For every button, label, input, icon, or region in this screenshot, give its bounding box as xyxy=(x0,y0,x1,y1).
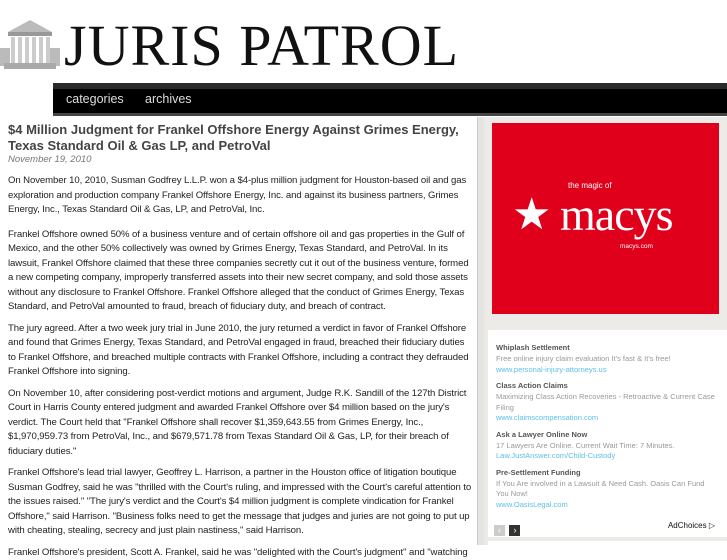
adchoices-link[interactable]: AdChoices ▷ xyxy=(668,521,715,531)
ad-item[interactable] xyxy=(496,380,719,424)
site-title[interactable]: JURIS PATROL xyxy=(64,16,459,76)
header xyxy=(0,0,727,83)
macys-banner-ad[interactable] xyxy=(492,123,719,314)
ad-item[interactable] xyxy=(496,467,719,511)
paragraph: On November 10, 2010, Susman Godfrey L.L.P. won a $4-plus million judgment for Houston-based oil and gas exploration and production company Frankel Offshore Energy, Inc. and against its business partners, Grimes Energy, Inc., Texas Standard Oil & Gas, LP, and PetroVal, Inc. xyxy=(8,174,473,218)
article-date: November 19, 2010 xyxy=(8,154,473,166)
banner-url: macys.com xyxy=(620,243,653,251)
courthouse-logo-icon xyxy=(0,18,60,72)
star-icon: ★ xyxy=(512,191,551,239)
ad-url[interactable]: www.OasisLegal.com xyxy=(496,500,719,511)
ad-title[interactable]: Ask a Lawyer Online Now xyxy=(496,429,719,441)
prev-ad-button[interactable]: ‹ xyxy=(494,525,505,536)
paragraph: On November 10, after considering post-verdict motions and argument, Judge R.K. Sandill of the 127th District Court in Harris County entered judgment and awarded Frankel Offshore over $4 million based on the jury's verdict. The Court held that "Frankel Offshore shall recover $1,359,643.55 from Grimes Energy, Inc., $1,970,959.73 from PetroVal, Inc., and $679,571.78 from Texas Standard Oil & Gas, LP, for their breach of fiduciary duties." xyxy=(8,387,473,460)
paragraph: Frankel Offshore's president, Scott A. Frankel, said he was "delighted with the Court's judgment" and "watching xyxy=(8,546,473,560)
banner-tagline: the magic of xyxy=(568,181,612,191)
home-tab[interactable] xyxy=(0,83,53,119)
nav-categories[interactable]: categories xyxy=(66,92,124,106)
banner-brand: macys xyxy=(560,191,673,239)
ad-desc: Maximizing Class Action Recoveries - Retroactive & Current Case Filing xyxy=(496,392,719,413)
ad-title[interactable]: Pre-Settlement Funding xyxy=(496,467,719,479)
ad-pager xyxy=(494,520,520,538)
ad-title[interactable]: Class Action Claims xyxy=(496,380,719,392)
nav-bar xyxy=(0,83,727,116)
paragraph: Frankel Offshore's lead trial lawyer, Geoffrey L. Harrison, a partner in the Houston office of litigation boutique Susman Godfrey, said he was "thrilled with the Court's ruling, and impressed with the Court's careful attention to the issues raised." "The jury's verdict and the Court's $4 million judgment is complete vindication for Frankel Offshore," said Harrison. "Business folks need to get the message that judges and juries are not going to put up with cheating, stealing, secrecy and just plain nastiness," said Harrison. xyxy=(8,466,473,539)
ad-url[interactable]: www.claimscompensation.com xyxy=(496,413,719,424)
sidebar xyxy=(484,117,727,545)
ad-url[interactable]: www.personal-injury-attorneys.us xyxy=(496,365,719,376)
next-ad-button[interactable]: › xyxy=(509,525,520,536)
ad-item[interactable] xyxy=(496,429,719,462)
nav-archives[interactable]: archives xyxy=(145,92,192,106)
ad-title[interactable]: Whiplash Settlement xyxy=(496,342,719,354)
paragraph: The jury agreed. After a two week jury trial in June 2010, the jury returned a verdict in favor of Frankel Offshore and found that Grimes Energy, Texas Standard, and PetroVal engaged in fraud, breached their fiduciary duties to Frankel Offshore, and breached multiple contracts with Frankel Offshore, including a contract they defrauded Frankel Offshore into signing. xyxy=(8,322,473,380)
scrollbar-divider xyxy=(477,117,484,545)
ad-url[interactable]: Law.JustAnswer.com/Child-Custody xyxy=(496,451,719,462)
ad-desc: If You Are involved in a Lawsuit & Need Cash. Oasis Can Fund You Now! xyxy=(496,479,719,500)
sidebar-next-widget xyxy=(488,541,727,545)
ad-item[interactable] xyxy=(496,342,719,375)
paragraph: Frankel Offshore owned 50% of a business venture and of certain offshore oil and gas properties in the Gulf of Mexico, and the other 50% collectively was owned by Grimes Energy, Texas Standard, and PetroVal. In its lawsuit, Frankel Offshore claimed that these three companies secretly cut it out of the business venture, formed a new competing company, improperly transferred assets into their new secret company, and sold those assets without any disclosure to Frankel Offshore. Frankel Offshore alleged that the conduct of Grimes Energy, Texas Standard, and PetroVal amounted to fraud, breach of fiduciary duty, and breach of contract. xyxy=(8,228,473,315)
article xyxy=(0,117,477,560)
ad-desc: 17 Lawyers Are Online. Current Wait Time: 7 Minutes. xyxy=(496,441,719,452)
article-title[interactable]: $4 Million Judgment for Frankel Offshore Energy Against Grimes Energy, Texas Standard Oil & Gas LP, and PetroVal xyxy=(8,122,473,154)
ad-desc: Free online injury claim evaluation It's fast & It's free! xyxy=(496,354,719,365)
text-ads xyxy=(488,330,727,537)
